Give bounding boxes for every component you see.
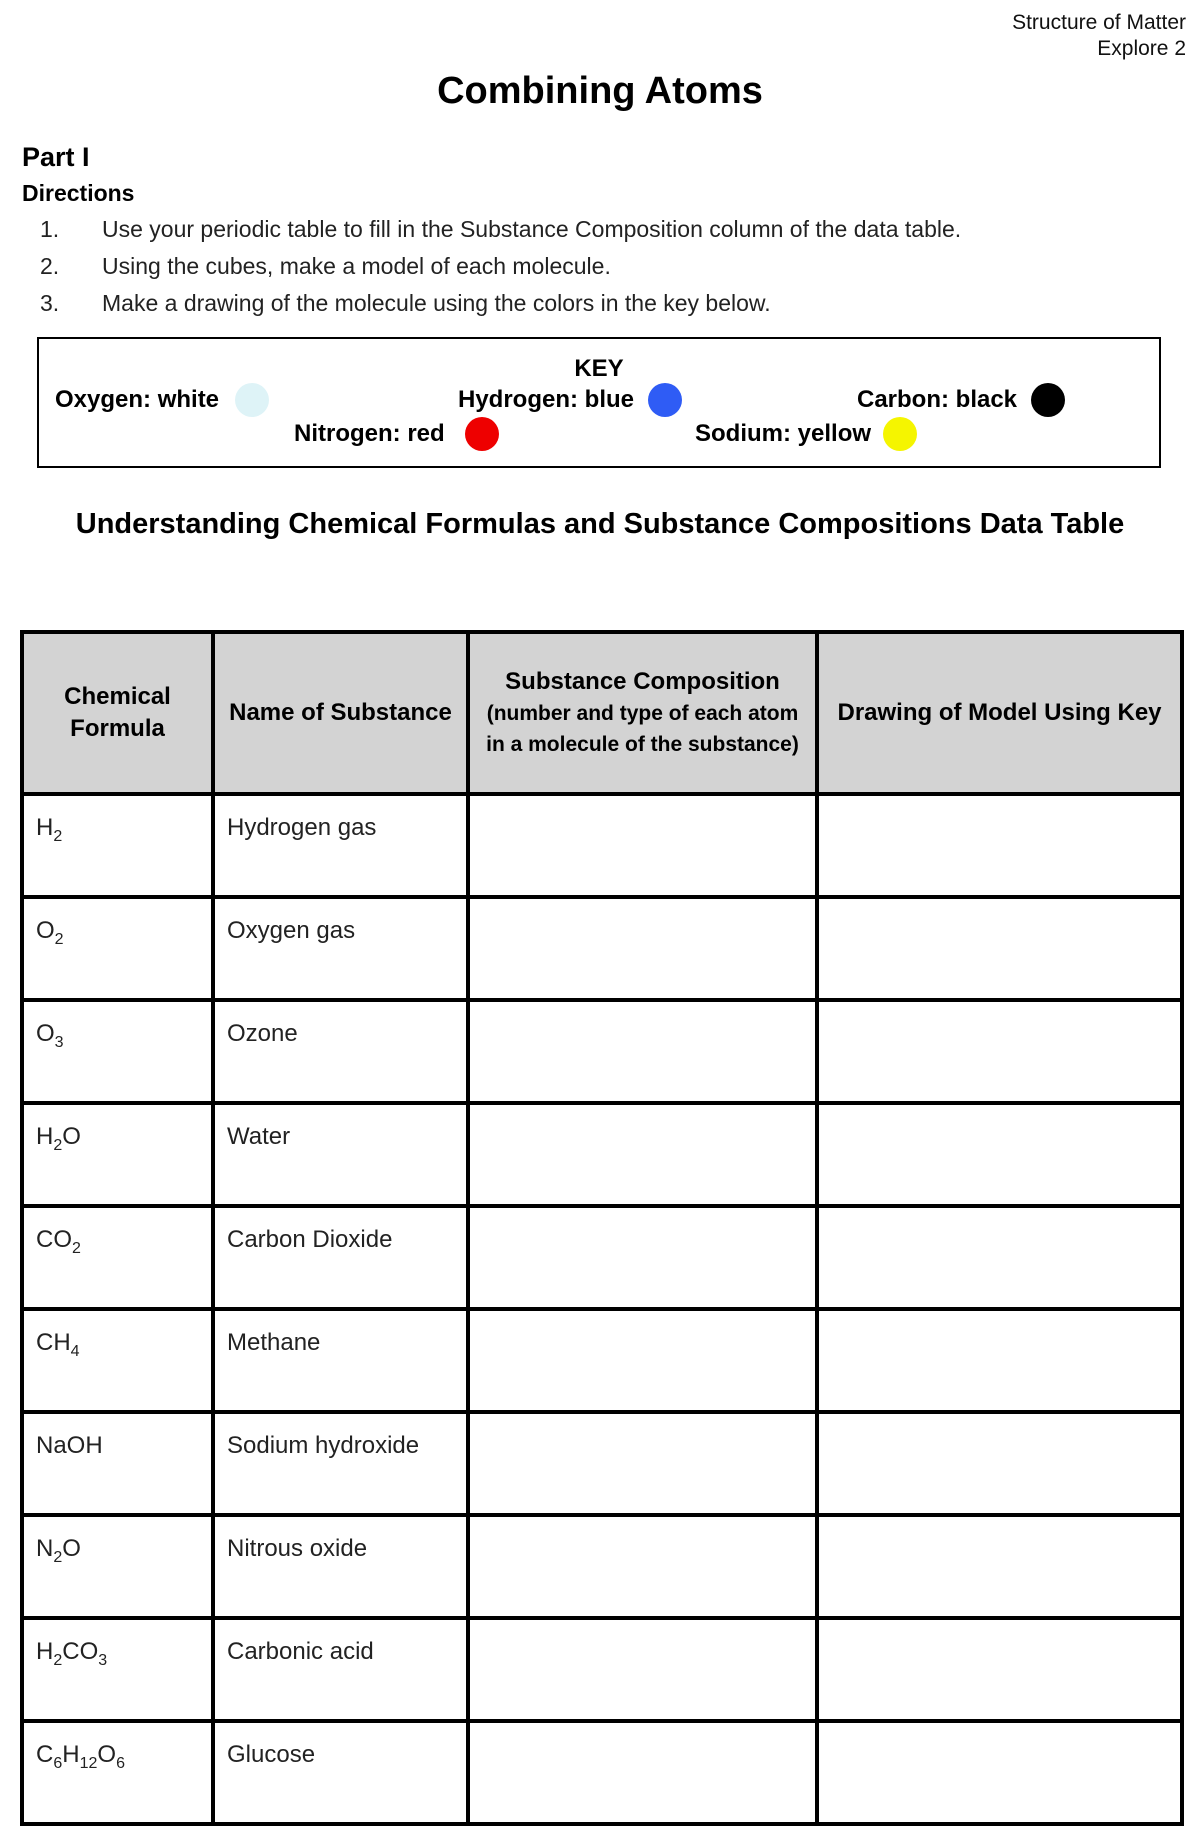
formula-cell — [22, 897, 213, 1000]
substance-name-cell: Methane — [213, 1309, 468, 1412]
table-row — [22, 1412, 1182, 1515]
formula-cell — [22, 1206, 213, 1309]
chemical-formula: $H_2$ — [36, 814, 63, 845]
composition-cell[interactable] — [468, 1206, 817, 1309]
column-header-drawing: Drawing of Model Using Key — [817, 632, 1182, 794]
table-row — [22, 1721, 1182, 1824]
step-number: 3. — [40, 290, 60, 316]
chemical-formula: $H_2CO_3$ — [36, 1638, 108, 1669]
directions-heading: Directions — [22, 180, 135, 206]
table-row — [22, 1618, 1182, 1721]
chemical-formula: $O_3$ — [36, 1020, 64, 1051]
sodium-color-dot — [883, 417, 917, 451]
page-header — [1012, 10, 1186, 62]
step-number: 2. — [40, 253, 60, 279]
drawing-cell[interactable] — [817, 1721, 1182, 1824]
composition-cell[interactable] — [468, 1000, 817, 1103]
table-row — [22, 1206, 1182, 1309]
composition-cell[interactable] — [468, 1103, 817, 1206]
drawing-cell[interactable] — [817, 794, 1182, 897]
key-label: Hydrogen: blue — [458, 386, 635, 413]
chemical-formula: $H_2O$ — [36, 1123, 81, 1154]
substance-name-cell: Carbon Dioxide — [213, 1206, 468, 1309]
data-table — [20, 630, 1184, 1826]
key-label: Oxygen: white — [55, 386, 220, 413]
formula-cell — [22, 1309, 213, 1412]
course-name: Structure of Matter — [1012, 11, 1186, 34]
key-label: Sodium: yellow — [695, 420, 872, 447]
composition-cell[interactable] — [468, 794, 817, 897]
substance-name-cell: Ozone — [213, 1000, 468, 1103]
drawing-cell[interactable] — [817, 1515, 1182, 1618]
step-text: Make a drawing of the molecule using the colors in the key below. — [102, 290, 771, 316]
substance-name-cell: Sodium hydroxide — [213, 1412, 468, 1515]
substance-name-cell: Water — [213, 1103, 468, 1206]
direction-step — [40, 251, 961, 288]
table-row — [22, 794, 1182, 897]
directions-list — [40, 214, 961, 325]
direction-step — [40, 214, 961, 251]
unit-name: Explore 2 — [1097, 37, 1186, 60]
direction-step — [40, 288, 961, 325]
composition-cell[interactable] — [468, 897, 817, 1000]
step-text: Using the cubes, make a model of each molecule. — [102, 253, 611, 279]
chemical-formula: $C_6H_{12}O_6$ — [36, 1741, 125, 1772]
carbon-color-dot — [1031, 383, 1065, 417]
table-title: Understanding Chemical Formulas and Substance Compositions Data Table — [75, 508, 1125, 540]
composition-cell[interactable] — [468, 1515, 817, 1618]
formula-cell — [22, 1618, 213, 1721]
drawing-cell[interactable] — [817, 1206, 1182, 1309]
table-body — [22, 794, 1182, 1824]
substance-name-cell: Hydrogen gas — [213, 794, 468, 897]
column-header-formula: Chemical Formula — [22, 632, 213, 794]
composition-subheading: (number and type of each atom in a molecule of the substance) — [486, 702, 799, 756]
chemical-formula: $N_2O$ — [36, 1535, 81, 1566]
drawing-cell[interactable] — [817, 1618, 1182, 1721]
key-title: KEY — [574, 355, 624, 382]
substance-name-cell: Oxygen gas — [213, 897, 468, 1000]
drawing-cell[interactable] — [817, 897, 1182, 1000]
key-item-nitrogen — [294, 417, 499, 451]
formula-cell — [22, 794, 213, 897]
table-row — [22, 1515, 1182, 1618]
drawing-cell[interactable] — [817, 1103, 1182, 1206]
composition-cell[interactable] — [468, 1618, 817, 1721]
key-item-sodium — [695, 417, 917, 451]
chemical-formula: $CO_2$ — [36, 1226, 81, 1257]
nitrogen-color-dot — [465, 417, 499, 451]
key-item-oxygen — [55, 383, 269, 417]
substance-name-cell: Glucose — [213, 1721, 468, 1824]
table-row — [22, 897, 1182, 1000]
drawing-cell[interactable] — [817, 1000, 1182, 1103]
formula-cell — [22, 1103, 213, 1206]
column-header-composition — [468, 632, 817, 794]
formula-cell — [22, 1000, 213, 1103]
part-heading: Part I — [22, 142, 90, 172]
composition-cell[interactable] — [468, 1309, 817, 1412]
formula-cell — [22, 1515, 213, 1618]
chemical-formula: $O_2$ — [36, 917, 64, 948]
table-row — [22, 1309, 1182, 1412]
chemical-formula: $CH_4$ — [36, 1329, 80, 1360]
key-label: Nitrogen: red — [294, 420, 445, 447]
chemical-formula: NaOH — [36, 1432, 103, 1459]
oxygen-color-dot — [235, 383, 269, 417]
color-key — [37, 337, 1161, 468]
hydrogen-color-dot — [648, 383, 682, 417]
formula-cell — [22, 1412, 213, 1515]
key-item-carbon — [857, 383, 1065, 417]
table-row — [22, 1103, 1182, 1206]
substance-name-cell: Nitrous oxide — [213, 1515, 468, 1618]
column-header-name: Name of Substance — [213, 632, 468, 794]
composition-cell[interactable] — [468, 1412, 817, 1515]
drawing-cell[interactable] — [817, 1412, 1182, 1515]
composition-cell[interactable] — [468, 1721, 817, 1824]
substance-name-cell: Carbonic acid — [213, 1618, 468, 1721]
table-header-row — [22, 632, 1182, 794]
formula-cell — [22, 1721, 213, 1824]
key-label: Carbon: black — [857, 386, 1018, 413]
step-text: Use your periodic table to fill in the Substance Composition column of the data table. — [102, 216, 962, 242]
composition-heading: Substance Composition — [505, 668, 780, 695]
table-row — [22, 1000, 1182, 1103]
step-number: 1. — [40, 216, 60, 242]
key-item-hydrogen — [458, 383, 682, 417]
drawing-cell[interactable] — [817, 1309, 1182, 1412]
page-title: Combining Atoms — [437, 70, 763, 112]
